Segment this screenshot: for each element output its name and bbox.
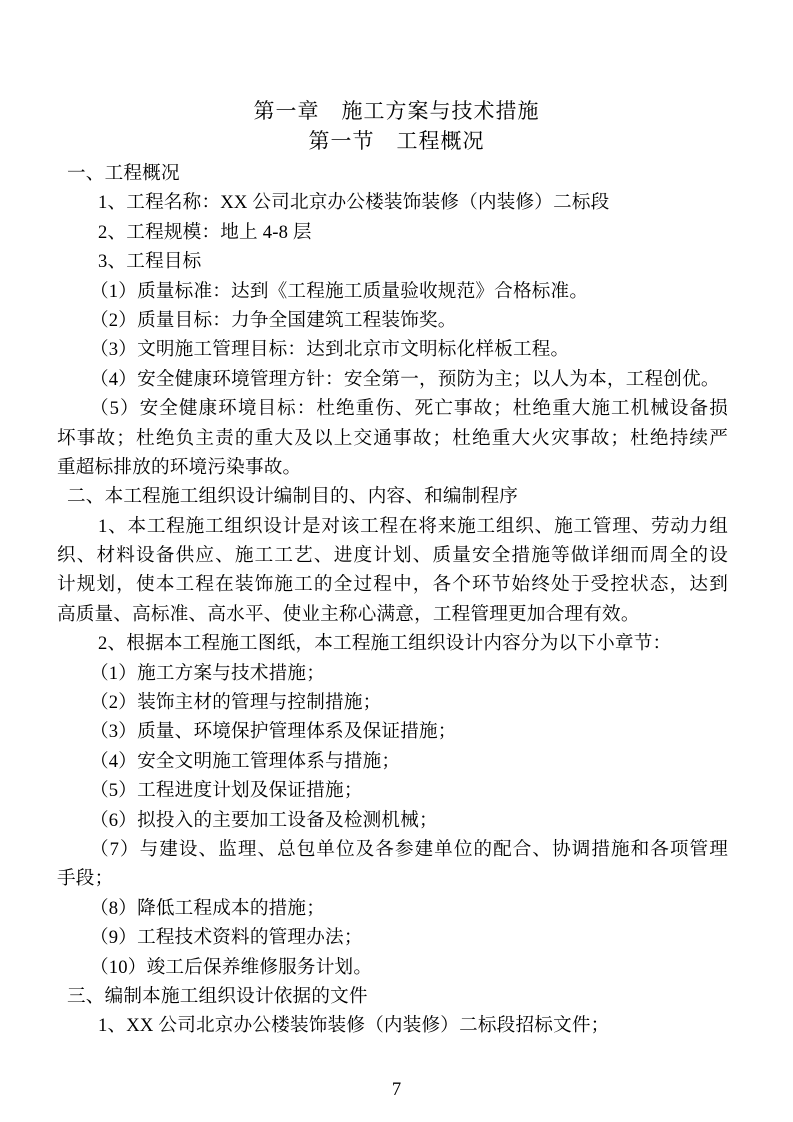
text-line: （3）质量、环境保护管理体系及保证措施； xyxy=(90,721,457,743)
text-line: 1、本工程施工组织设计是对该工程在将来施工组织、施工管理、劳动力组 xyxy=(98,515,728,537)
chapter-title: 第一章 施工方案与技术措施 xyxy=(253,99,540,123)
text-line: （1）施工方案与技术措施； xyxy=(90,662,326,684)
section-title: 第一节 工程概况 xyxy=(308,129,485,153)
text-line: 二、本工程施工组织设计编制目的、内容、和编制程序 xyxy=(67,486,519,508)
text-line: 3、工程目标 xyxy=(98,251,202,273)
text-line: 1、XX 公司北京办公楼装饰装修（内装修）二标段招标文件； xyxy=(98,1015,610,1037)
text-line: （4）安全健康环境管理方针：安全第一，预防为主；以人为本，工程创优。 xyxy=(90,368,720,390)
text-line: 织、材料设备供应、施工工艺、进度计划、质量安全措施等做详细而周全的设 xyxy=(57,545,728,567)
text-line: 一、工程概况 xyxy=(67,163,180,184)
text-line: （10）竣工后保养维修服务计划。 xyxy=(90,956,373,978)
text-line: 三、编制本施工组织设计依据的文件 xyxy=(67,985,368,1007)
text-line: （5）安全健康环境目标：杜绝重伤、死亡事故；杜绝重大施工机械设备损 xyxy=(90,398,728,420)
text-line: （8）降低工程成本的措施； xyxy=(90,897,326,919)
text-line: （7）与建设、监理、总包单位及各参建单位的配合、协调措施和各项管理 xyxy=(90,838,728,860)
title-block xyxy=(0,0,793,156)
text-line: （3）文明施工管理目标：达到北京市文明标化样板工程。 xyxy=(90,339,570,361)
text-line: （1）质量标准：达到《工程施工质量验收规范》合格标准。 xyxy=(90,280,589,302)
text-line: （9）工程技术资料的管理办法； xyxy=(90,927,363,949)
text-line: （6）拟投入的主要加工设备及检测机械； xyxy=(90,809,438,831)
text-line: 2、工程规模：地上 4-8 层 xyxy=(98,221,312,243)
text-line: 坏事故；杜绝负主责的重大及以上交通事故；杜绝重大火灾事故；杜绝持续严 xyxy=(57,427,728,449)
text-line: 计规划，使本工程在装饰施工的全过程中，各个环节始终处于受控状态，达到 xyxy=(57,574,728,596)
text-line: 1、工程名称：XX 公司北京办公楼装饰装修（内装修）二标段 xyxy=(98,192,610,214)
text-line: （4）安全文明施工管理体系与措施； xyxy=(90,750,401,772)
text-line: 2、根据本工程施工图纸，本工程施工组织设计内容分为以下小章节： xyxy=(98,633,672,655)
text-line: （5）工程进度计划及保证措施； xyxy=(90,780,363,802)
page-number: 7 xyxy=(391,1079,402,1100)
text-line: （2）装饰主材的管理与控制措施； xyxy=(90,692,382,714)
document-body xyxy=(0,159,793,1041)
text-line: 高质量、高标准、高水平、使业主称心满意，工程管理更加合理有效。 xyxy=(57,603,640,625)
text-line: 重超标排放的环境污染事故。 xyxy=(57,456,302,478)
text-line: 手段； xyxy=(57,868,114,890)
text-line: （2）质量目标：力争全国建筑工程装饰奖。 xyxy=(90,309,457,331)
